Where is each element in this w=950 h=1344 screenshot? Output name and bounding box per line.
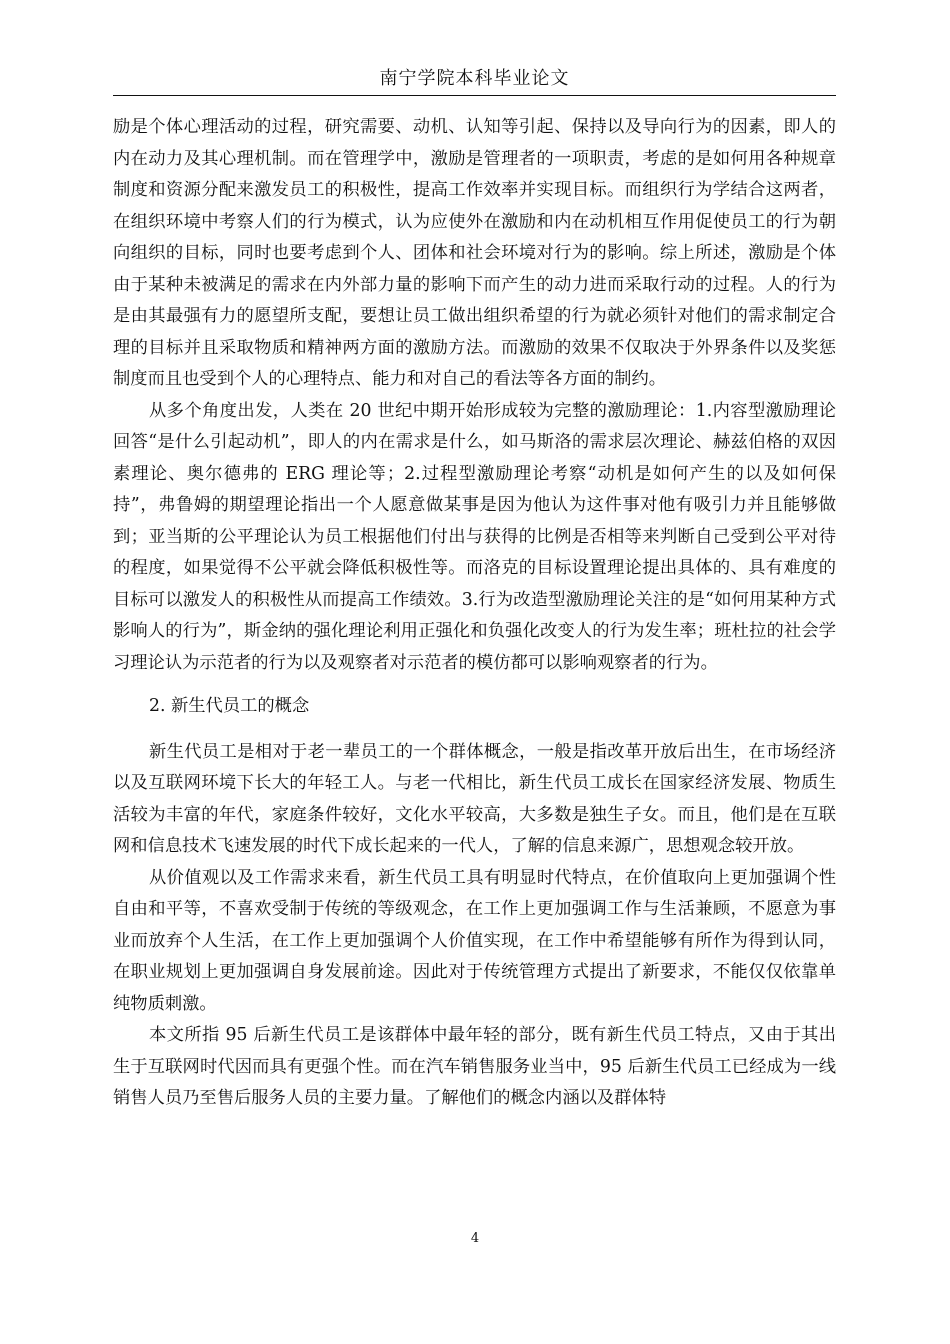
running-header: 南宁学院本科毕业论文 <box>379 68 570 89</box>
paragraph: 励是个体心理活动的过程，研究需要、动机、认知等引起、保持以及导向行为的因素，即人的内在动力及其心理机制。而在管理学中，激励是管理者的一项职责，考虑的是如何用各种规章制度和资源分配来激发员工的积极性，提高工作效率并实现目标。而组织行为学结合这两者，在组织环境中考察人们的行为模式，认为应使外在激励和内在动机相互作用促使员工的行为朝向组织的目标，同时也要考虑到个人、团体和社会环境对行为的影响。综上所述，激励是个体由于某种未被满足的需求在内外部力量的影响下而产生的动力进而采取行动的过程。人的行为是由其最强有力的愿望所支配，要想让员工做出组织希望的行为就必须针对他们的需求制定合理的目标并且采取物质和精神两方面的激励方法。而激励的效果不仅取决于外界条件以及奖惩制度而且也受到个人的心理特点、能力和对自己的看法等各方面的制约。 <box>113 117 836 389</box>
section-heading: 2. 新生代员工的概念 <box>149 696 310 716</box>
paragraph: 从多个角度出发，人类在 20 世纪中期开始形成较为完整的激励理论：1.内容型激励理论回答“是什么引起动机”，即人的内在需求是什么，如马斯洛的需求层次理论、赫兹伯格的双因素理论、奥尔德弗的 ERG 理论等；2.过程型激励理论考察“动机是如何产生的以及如何保持”，弗鲁姆的期望理论指出一个人愿意做某事是因为他认为这件事对他有吸引力并且能够做到；亚当斯的公平理论认为员工根据他们付出与获得的比例是否相等来判断自己受到公平对待的程度，如果觉得不公平就会降低积极性等。而洛克的目标设置理论提出具体的、具有难度的目标可以激发人的积极性从而提高工作绩效。3.行为改造型激励理论关注的是“如何用某种方式影响人的行为”，斯金纳的强化理论利用正强化和负强化改变人的行为发生率；班杜拉的社会学习理论认为示范者的行为以及观察者对示范者的模仿都可以影响观察者的行为。 <box>113 400 836 673</box>
page-body <box>113 112 836 1115</box>
paragraph: 本文所指 95 后新生代员工是该群体中最年轻的部分，既有新生代员工特点，又由于其出生于互联网时代因而具有更强个性。而在汽车销售服务业当中，95 后新生代员工已经成为一线销售人员乃至售后服务人员的主要力量。了解他们的概念内涵以及群体特 <box>113 1025 836 1108</box>
page-number: 4 <box>470 1231 480 1246</box>
paragraph: 新生代员工是相对于老一辈员工的一个群体概念，一般是指改革开放后出生，在市场经济以及互联网环境下长大的年轻工人。与老一代相比，新生代员工成长在国家经济发展、物质生活较为丰富的年代，家庭条件较好，文化水平较高，大多数是独生子女。而且，他们是在互联网和信息技术飞速发展的时代下成长起来的一代人，了解的信息来源广，思想观念较开放。 <box>113 741 836 856</box>
header-rule <box>113 95 836 96</box>
paragraph: 从价值观以及工作需求来看，新生代员工具有明显时代特点，在价值取向上更加强调个性自由和平等，不喜欢受制于传统的等级观念，在工作上更加强调工作与生活兼顾，不愿意为事业而放弃个人生活，在工作上更加强调个人价值实现，在工作中希望能够有所作为得到认同，在职业规划上更加强调自身发展前途。因此对于传统管理方式提出了新要求，不能仅仅依靠单纯物质刺激。 <box>113 867 836 1014</box>
